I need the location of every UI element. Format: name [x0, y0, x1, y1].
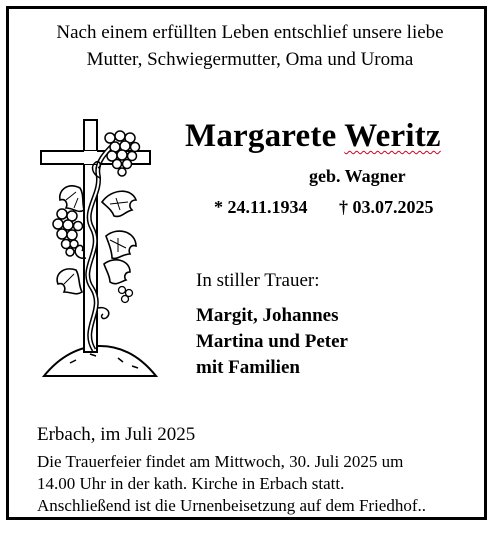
- info-line: Anschließend ist die Urnenbeisetzung auf dem Friedhof..: [37, 496, 427, 515]
- info-line: Die Trauerfeier findet am Mittwoch, 30. Juli 2025 um: [37, 452, 404, 471]
- deceased-name: [185, 118, 441, 155]
- intro-line-1: Nach einem erfüllten Leben entschlief unsere liebe: [56, 22, 444, 43]
- mourner-line: mit Familien: [196, 357, 300, 378]
- mourner-line: Margit, Johannes: [196, 305, 339, 326]
- cross-with-vine-icon: [40, 118, 160, 380]
- first-name: Margarete: [185, 118, 337, 154]
- mourner-line: Martina und Peter: [196, 331, 348, 352]
- place-date: Erbach, im Juli 2025: [37, 424, 196, 445]
- birth-name: geb. Wagner: [309, 166, 406, 186]
- death-date: † 03.07.2025: [339, 197, 434, 217]
- birth-date: * 24.11.1934: [214, 197, 308, 217]
- intro-line-2: Mutter, Schwiegermutter, Oma und Uroma: [86, 49, 414, 70]
- info-line: 14.00 Uhr in der kath. Kirche in Erbach statt.: [37, 474, 345, 493]
- mourners-label: In stiller Trauer:: [196, 270, 320, 291]
- last-name: Weritz: [344, 118, 441, 154]
